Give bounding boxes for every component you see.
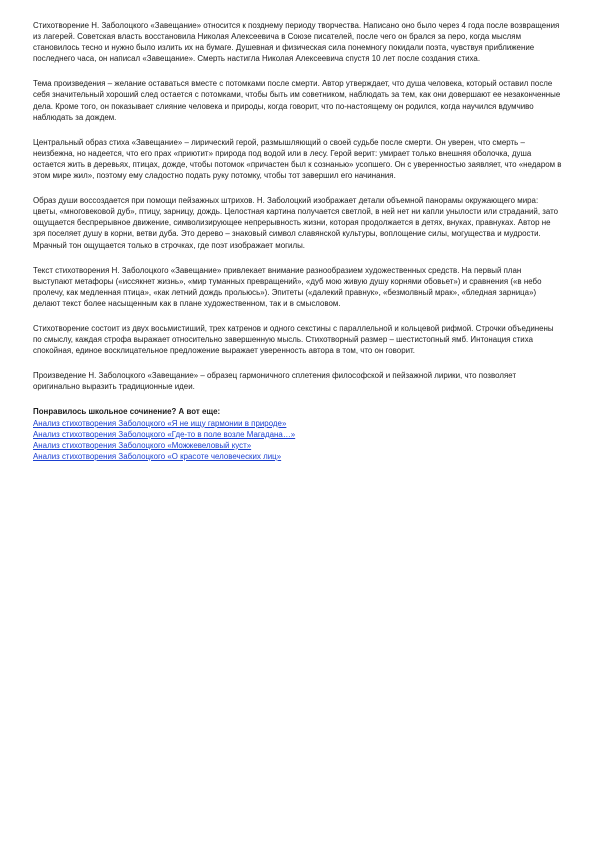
paragraph-structure: Стихотворение состоит из двух восьмистиший, трех катренов и одного секстины с параллельной и кольцевой рифмой. Строчки объединены по смыслу, каждая строфа выражает относительно завершенную мысль. Стихотворный размер – шестистопный ямб. Интонация стиха спокойная, единое восклицательное предложение выражает уверенность автора в том, что он говорит. — [33, 323, 554, 356]
paragraph-soul-image: Образ души воссоздается при помощи пейзажных штрихов. Н. Заболоцкий изображает детали объемной панорамы окружающего мира: цветы, «многовековой дуб», птицу, зарницу, дождь. Целостная картина получается светлой, в ней нет ни капли унылости или страданий, зато ощущается беспрерывное движение, символизирующее непрерывность жизни, которая продолжается в детях, внуках, правнуках. Автор не зря поселяет душу в корни, ветви дуба. Это дерево – знаковый символ славянской культуры, воплощение силы, могущества и мудрости. Мрачный тон ощущается только в строчках, где поэт изображает могилы. — [33, 196, 559, 250]
paragraph-devices: Текст стихотворения Н. Заболоцкого «Завещание» привлекает внимание разнообразием художественных средств. На первый план выступают метафоры («иссякнет жизнь», «мир туманных превращений», «дуб мою живую душу корнями обовьет») и сравнения («в небо пролечу, как медленная птица», «как летний дождь прольюсь»). Эпитеты («далекий правнук», «безмолвный мрак», «бледная зарница») делают текст более насыщенным как в плане художественном, так и в смысловом. — [33, 265, 542, 308]
related-link-harmony[interactable]: Анализ стихотворения Заболоцкого «Я не ищу гармонии в природе» — [33, 418, 287, 428]
document-page — [33, 20, 563, 462]
paragraph-conclusion: Произведение Н. Заболоцкого «Завещание» – образец гармоничного сплетения философской и пейзажной лирики, что позволяет оригинально выразить традиционные идеи. — [33, 371, 517, 392]
related-essays — [33, 406, 563, 461]
list-item — [33, 451, 563, 462]
related-heading: Понравилось школьное сочинение? А вот еще: — [33, 407, 221, 417]
related-link-juniper[interactable]: Анализ стихотворения Заболоцкого «Можжевеловый куст» — [33, 440, 252, 450]
list-item — [33, 429, 563, 440]
related-links-list — [33, 418, 563, 462]
list-item — [33, 418, 563, 429]
article-body — [33, 20, 563, 392]
list-item — [33, 440, 563, 451]
related-link-faces[interactable]: Анализ стихотворения Заболоцкого «О красоте человеческих лиц» — [33, 451, 282, 461]
paragraph-central-image: Центральный образ стиха «Завещание» – лирический герой, размышляющий о своей судьбе после смерти. Он уверен, что смерть – неизбежна, но надеется, что его прах «приютит» природа под водой или в лесу. Герой верит: умирает только внешняя оболочка, душа остается жить в деревьях, птицах, дожде, чтобы потомок «причастен был к сознанью» усопшего. Он с уверенностью заявляет, что «недаром в этом мире жил», поэтому ему сладостно подать руку потомку, чтобы тот завершил его начинания. — [33, 137, 562, 181]
paragraph-intro: Стихотворение Н. Заболоцкого «Завещание» относится к позднему периоду творчества. Написано оно было через 4 года после возвращения из лагерей. Советская власть восстановила Николая Алексеевича в Союзе писателей, после чего он брался за перо, когда мыслям становилось тесно и нужно было излить их на бумаге. Душевная и физическая сила понемногу покидали поэта, чувствуя приближение последнего часа, он написал «Завещание». Смерть настигла Николая Алексеевича спустя 10 лет после создания стиха. — [33, 21, 560, 64]
related-link-magadan[interactable]: Анализ стихотворения Заболоцкого «Где-то в поле возле Магадана…» — [33, 429, 296, 439]
paragraph-theme: Тема произведения – желание оставаться вместе с потомками после смерти. Автор утверждает, что душа человека, который оставил после себя значительный хороший след остается с потомками, чтобы быть им советником, наблюдать за тем, как они довершают ее незаконченные дела. Кроме того, он показывает слияние человека и природы, когда говорит, что по-настоящему он родился, когда научился вдумчиво наблюдать за дождем. — [33, 79, 561, 122]
